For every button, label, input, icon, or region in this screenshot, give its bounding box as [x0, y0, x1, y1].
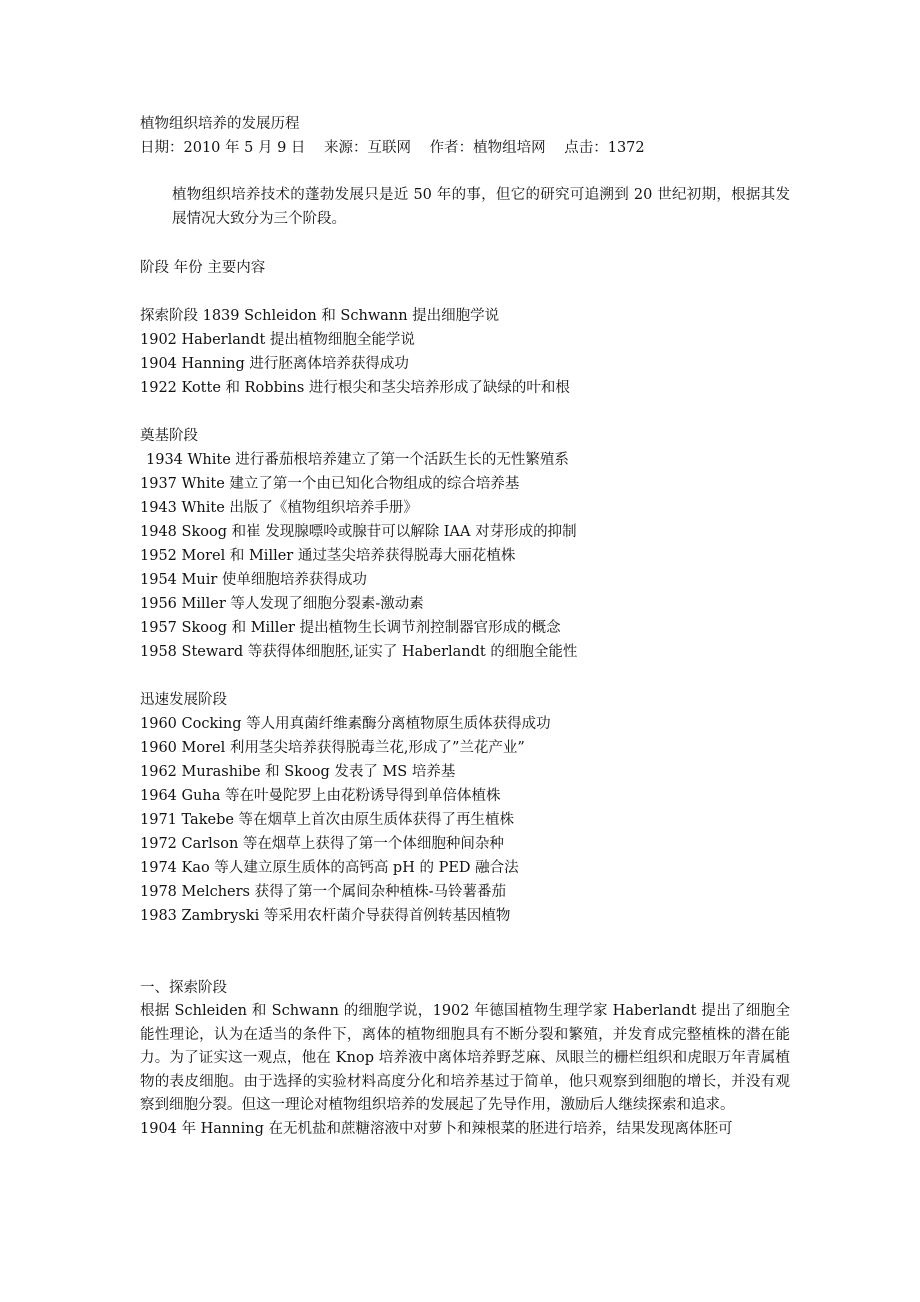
- stage-heading: 奠基阶段: [140, 428, 198, 444]
- stage-entry: 1974 Kao 等人建立原生质体的高钙高 pH 的 PED 融合法: [140, 860, 519, 876]
- section-paragraph: 根据 Schleiden 和 Schwann 的细胞学说，1902 年德国植物生理学家 Haberlandt 提出了细胞全能性理论，认为在适当的条件下，离体的植物细胞具有不断分裂和繁殖，并发育成完整植株的潜在能力。为了证实这一观点，他在 Knop 培养液中离体培养野芝麻、凤眼兰的栅栏组织和虎眼万年青属植物的表皮细胞。由于选择的实验材料高度分化和培养基过于简单，他只观察到细胞的增长，并没有观察到细胞分裂。但这一理论对植物组织培养的发展起了先导作用，激励后人继续探索和追求。: [140, 1003, 790, 1114]
- stage-entry: 1964 Guha 等在叶曼陀罗上由花粉诱导得到单倍体植株: [140, 788, 501, 804]
- document-page: [140, 112, 790, 1142]
- stage-entry: 1948 Skoog 和崔 发现腺嘌呤或腺苷可以解除 IAA 对芽形成的抑制: [140, 524, 577, 540]
- meta-author: 作者：植物组培网: [429, 140, 546, 156]
- stage-entry: 1934 White 进行番茄根培养建立了第一个活跃生长的无性繁殖系: [146, 452, 569, 468]
- stage-entry: 1971 Takebe 等在烟草上首次由原生质体获得了再生植株: [140, 812, 515, 828]
- spacer: [140, 664, 790, 688]
- article-title: 植物组织培养的发展历程: [140, 116, 300, 132]
- stage-entry: 1902 Haberlandt 提出植物细胞全能学说: [140, 332, 415, 348]
- section-explore: [140, 976, 790, 1142]
- stage-entry: 1972 Carlson 等在烟草上获得了第一个体细胞种间杂种: [140, 836, 504, 852]
- stage-heading: 迅速发展阶段: [140, 692, 227, 708]
- stage-entry: 1960 Cocking 等人用真菌纤维素酶分离植物原生质体获得成功: [140, 716, 551, 732]
- stage-entry: 1962 Murashibe 和 Skoog 发表了 MS 培养基: [140, 764, 456, 780]
- stage-entry: 1958 Steward 等获得体细胞胚,证实了 Haberlandt 的细胞全能性: [140, 644, 578, 660]
- meta-clicks: 点击：1372: [564, 140, 645, 156]
- table-header: 阶段 年份 主要内容: [140, 260, 266, 276]
- spacer: [140, 160, 790, 184]
- stage-entry: 1954 Muir 使单细胞培养获得成功: [140, 572, 367, 588]
- spacer: [140, 928, 790, 976]
- spacer: [140, 232, 790, 256]
- meta-source: 来源：互联网: [324, 140, 412, 156]
- section-paragraph: 1904 年 Hanning 在无机盐和蔗糖溶液中对萝卜和辣根菜的胚进行培养，结果发现离体胚可: [140, 1120, 733, 1137]
- stage-entry: 1960 Morel 利用茎尖培养获得脱毒兰花,形成了”兰花产业”: [140, 740, 525, 756]
- stage-entry: 探索阶段 1839 Schleidon 和 Schwann 提出细胞学说: [140, 308, 500, 324]
- stage-entry: 1956 Miller 等人发现了细胞分裂素-激动素: [140, 596, 424, 612]
- stage-entry: 1983 Zambryski 等采用农杆菌介导获得首例转基因植物: [140, 908, 511, 924]
- meta-date: 日期：2010 年 5 月 9 日: [140, 140, 306, 156]
- stage-entry: 1943 White 出版了《植物组织培养手册》: [140, 500, 418, 516]
- stage-entry: 1978 Melchers 获得了第一个属间杂种植株-马铃薯番茄: [140, 884, 506, 900]
- stage-rapid: [140, 688, 790, 928]
- article-meta: [140, 136, 790, 160]
- spacer: [140, 400, 790, 424]
- stage-explore: [140, 304, 790, 400]
- stage-entry: 1922 Kotte 和 Robbins 进行根尖和茎尖培养形成了缺绿的叶和根: [140, 380, 570, 396]
- intro-paragraph: 植物组织培养技术的蓬勃发展只是近 50 年的事，但它的研究可追溯到 20 世纪初期，根据其发展情况大致分为三个阶段。: [172, 187, 790, 227]
- stage-entry: 1904 Hanning 进行胚离体培养获得成功: [140, 356, 409, 372]
- stage-entry: 1952 Morel 和 Miller 通过茎尖培养获得脱毒大丽花植株: [140, 548, 516, 564]
- stage-foundation: [140, 424, 790, 664]
- spacer: [140, 280, 790, 304]
- stage-entry: 1957 Skoog 和 Miller 提出植物生长调节剂控制器官形成的概念: [140, 620, 561, 636]
- section-heading: 一、探索阶段: [140, 980, 227, 996]
- stage-entry: 1937 White 建立了第一个由已知化合物组成的综合培养基: [140, 476, 520, 492]
